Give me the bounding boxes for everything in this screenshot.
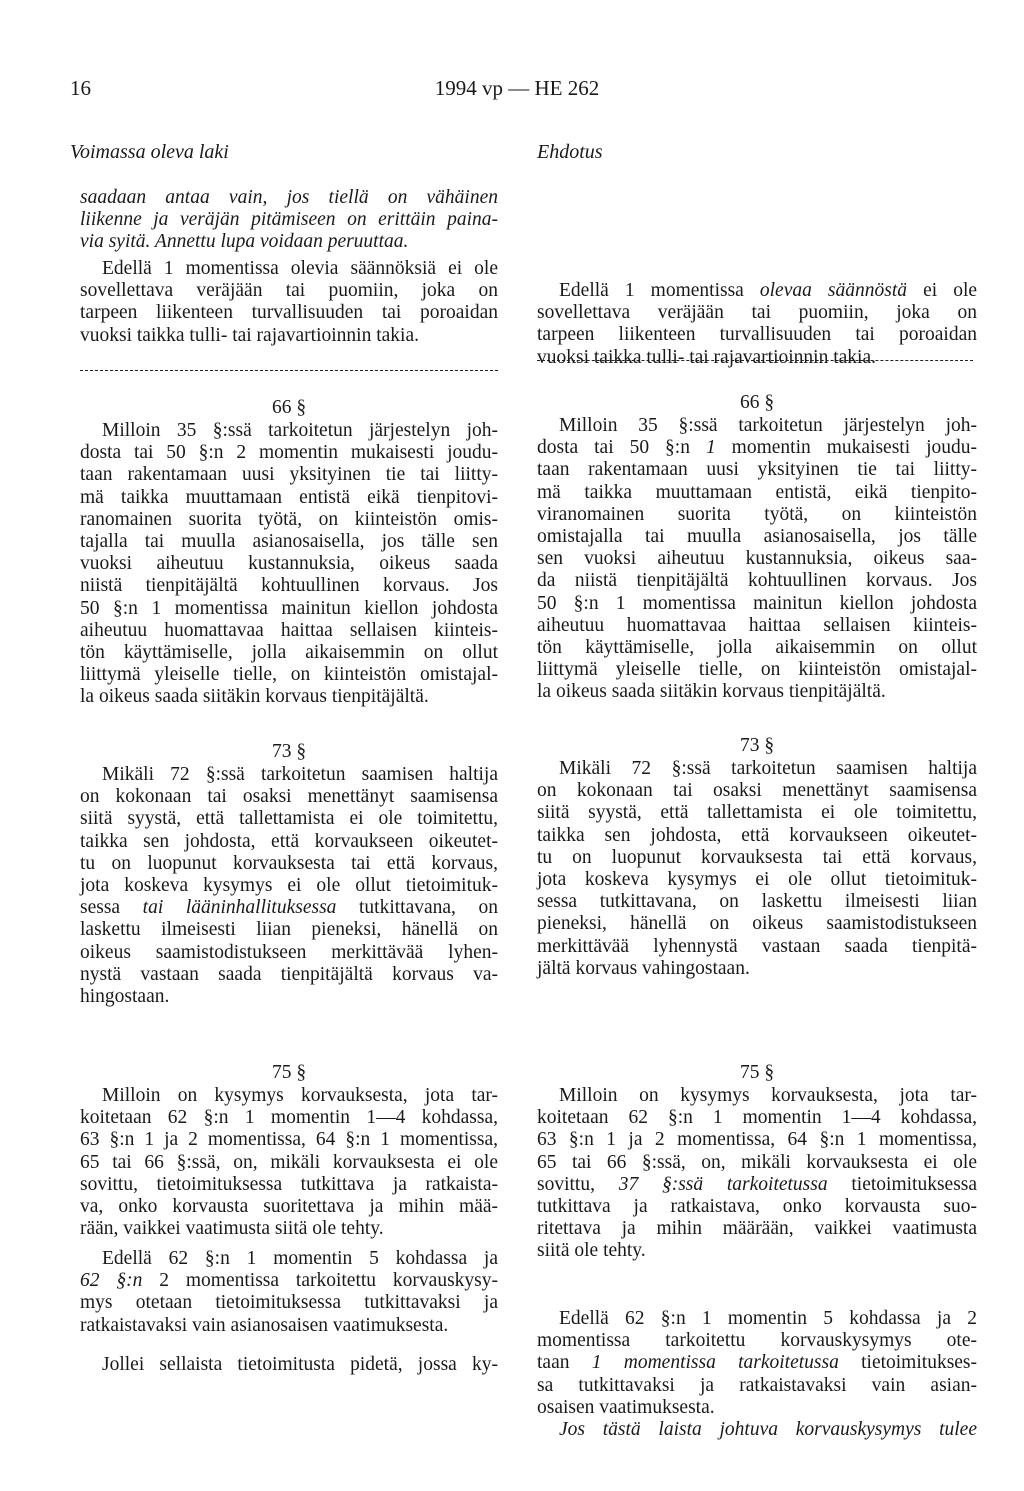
section-73-text xyxy=(80,764,498,1008)
section-75-title: 75 § xyxy=(739,1062,775,1083)
text-line: jältä korvaus vahingostaan. xyxy=(537,957,750,979)
text-line xyxy=(537,280,977,302)
text-line: sovellettava veräjään tai puomiin, joka on xyxy=(537,302,977,324)
text-line: siitä syystä, että tallettamista ei ole toimitettu, xyxy=(80,808,498,830)
section-75-paragraph-2 xyxy=(80,1248,498,1337)
text-run: momentin mukaisesti joudu- xyxy=(731,437,978,459)
text-line: laskettu ilmeisesti liian pieneksi, hänellä on xyxy=(80,919,498,941)
text-line: tu on luopunut korvauksesta tai että korvaus, xyxy=(80,852,498,874)
text-line: tarpeen liikenteen turvallisuuden tai poroaidan xyxy=(537,324,977,346)
text-run: Edellä 1 momentissa xyxy=(559,280,744,301)
section-73-text xyxy=(537,758,977,980)
text-line xyxy=(537,1174,977,1196)
intro-paragraph xyxy=(80,258,498,347)
text-run: sessa xyxy=(80,897,121,919)
text-line: tön käyttämiselle, jolla aikaisemmin on ollut xyxy=(80,642,498,664)
text-line: Mikäli 72 §:ssä tarkoitetun saamisen haltija xyxy=(102,764,498,785)
text-line: ritettava ja mihin määrään, vaikkei vaatimusta xyxy=(537,1218,977,1240)
text-line: 63 §:n 1 ja 2 momentissa, 64 §:n 1 momentissa, xyxy=(80,1129,498,1151)
text-line: jota koskeva kysymys ei ole ollut tietoimituk- xyxy=(537,869,977,891)
text-line xyxy=(80,897,498,919)
text-line: on kokonaan tai osaksi menettänyt saamisensa xyxy=(537,780,977,802)
text-line: siitä ole tehty. xyxy=(537,1240,646,1262)
text-line: Milloin on kysymys korvauksesta, jota tar- xyxy=(559,1085,977,1106)
text-line xyxy=(537,437,977,459)
text-line: ratkaistavaksi vain asianosaisen vaatimuksesta. xyxy=(80,1314,449,1336)
text-line: tarpeen liikenteen turvallisuuden tai poroaidan xyxy=(80,302,498,324)
text-line: 65 tai 66 §:ssä, on, mikäli korvauksesta ei ole xyxy=(537,1151,977,1173)
text-run: dosta tai 50 §:n xyxy=(537,437,690,459)
text-line: ranomainen suorita työtä, on kiinteistön omis- xyxy=(80,508,498,530)
text-line: sovellettava veräjään tai puomiin, joka on xyxy=(80,280,498,302)
text-line: sen vuoksi aiheutuu kustannuksia, oikeus saa- xyxy=(537,548,977,570)
text-line xyxy=(80,1270,498,1292)
text-line: siitä syystä, että tallettamista ei ole toimitettu, xyxy=(537,802,977,824)
text-line: koitetaan 62 §:n 1 momentin 1—4 kohdassa, xyxy=(537,1107,977,1129)
text-line: tu on luopunut korvauksesta tai että korvaus, xyxy=(537,846,977,868)
section-73-title: 73 § xyxy=(739,735,775,756)
text-line: momentissa tarkoitettu korvauskysymys ote- xyxy=(537,1330,977,1352)
text-line: on kokonaan tai osaksi menettänyt saamisensa xyxy=(80,786,498,808)
section-75-title: 75 § xyxy=(271,1062,307,1083)
section-75-paragraph-2 xyxy=(537,1308,977,1419)
text-line: 50 §:n 1 momentissa mainitun kiellon johdosta xyxy=(80,597,498,619)
text-run: tutkittavana, on xyxy=(358,897,498,919)
intro-italic-paragraph xyxy=(80,187,498,254)
text-line: taikka sen johdosta, että korvaukseen oikeutet- xyxy=(537,824,977,846)
text-line: omistajalla tai muulla asianosaisella, jos tälle xyxy=(537,526,977,548)
text-run: 1 xyxy=(705,437,716,459)
text-line: Edellä 62 §:n 1 momentin 5 kohdassa ja xyxy=(102,1248,498,1269)
text-line: koitetaan 62 §:n 1 momentin 1—4 kohdassa, xyxy=(80,1107,498,1129)
text-run: 1 momentissa tarkoitetussa xyxy=(591,1352,839,1374)
omission-divider xyxy=(80,370,498,371)
text-line: viranomainen suorita työtä, on kiinteistön xyxy=(537,503,977,525)
text-line: sovittu, tietoimituksessa tutkittava ja ratkaista- xyxy=(80,1173,498,1195)
document-id: 1994 vp — HE 262 xyxy=(434,76,600,100)
text-line: taikka sen johdosta, että korvaukseen oikeutet- xyxy=(80,830,498,852)
text-line: dosta tai 50 §:n 2 momentin mukaisesti joudu- xyxy=(80,442,498,464)
text-line: osaisen vaatimuksesta. xyxy=(537,1396,715,1418)
text-line xyxy=(537,1352,977,1374)
text-line: merkittävää lyhennystä vastaan saada tienpitä- xyxy=(537,935,977,957)
text-line: tutkittava ja ratkaistava, onko korvausta suo- xyxy=(537,1196,977,1218)
text-line: nystä vastaan saada tienpitäjältä korvaus va- xyxy=(80,963,498,985)
text-line: tön käyttämiselle, jolla aikaisemmin on ollut xyxy=(537,637,977,659)
text-line: sa tutkittavaksi ja ratkaistavaksi vain asian- xyxy=(537,1374,977,1396)
text-line: vuoksi aiheutuu kustannuksia, oikeus saada xyxy=(80,553,498,575)
text-run: tietoimitukses- xyxy=(861,1352,978,1374)
text-line: tajalla tai muulla asianosaisella, jos tälle sen xyxy=(80,531,498,553)
text-line: pieneksi, hänellä on oikeus saamistodistukseen xyxy=(537,913,977,935)
text-line: via syitä. Annettu lupa voidaan peruuttaa. xyxy=(80,231,409,253)
text-line: Milloin on kysymys korvauksesta, jota tar- xyxy=(102,1085,498,1106)
text-line: Jollei sellaista tietoimitusta pidetä, jossa ky- xyxy=(102,1354,498,1375)
text-line: aiheutuu huomattavaa haittaa sellaisen kiinteis- xyxy=(537,614,977,636)
text-line: la oikeus saada siitäkin korvaus tienpitäjältä. xyxy=(80,686,429,708)
text-line: saadaan antaa vain, jos tiellä on vähäinen xyxy=(80,187,498,208)
section-73-title: 73 § xyxy=(271,741,307,762)
text-run: olevaa säännöstä xyxy=(759,280,908,301)
text-line: niistä tienpitäjältä kohtuullinen korvaus. Jos xyxy=(80,575,498,597)
text-run: 62 §:n xyxy=(80,1270,143,1292)
text-line: da niistä tienpitäjältä kohtuullinen korvaus. Jos xyxy=(537,570,977,592)
section-75-paragraph-3 xyxy=(537,1419,977,1441)
text-line: liittymä yleiselle tielle, on kiinteistön omistajal- xyxy=(80,664,498,686)
text-run: 37 §:ssä tarkoitetussa xyxy=(618,1173,828,1195)
section-75-paragraph-1 xyxy=(537,1085,977,1263)
text-line: liikenne ja veräjän pitämiseen on erittäin paina- xyxy=(80,209,498,231)
text-line: jota koskeva kysymys ei ole ollut tietoimituk- xyxy=(80,875,498,897)
text-line: taan rakentamaan uusi yksityinen tie tai liitty- xyxy=(537,459,977,481)
text-line: Edellä 62 §:n 1 momentin 5 kohdassa ja 2 xyxy=(559,1308,977,1329)
page-number: 16 xyxy=(70,76,91,100)
section-66-title: 66 § xyxy=(739,392,775,413)
current-law-heading: Voimassa oleva laki xyxy=(70,141,229,163)
text-line: vuoksi taikka tulli- tai rajavartioinnin takia. xyxy=(537,346,876,368)
text-line: 50 §:n 1 momentissa mainitun kiellon johdosta xyxy=(537,592,977,614)
text-line: la oikeus saada siitäkin korvaus tienpitäjältä. xyxy=(537,681,886,703)
text-line: taan rakentamaan uusi yksityinen tie tai liitty- xyxy=(80,464,498,486)
section-75-paragraph-1 xyxy=(80,1085,498,1240)
text-line: va, onko korvausta suoritettava ja mihin mää- xyxy=(80,1196,498,1218)
section-66-text xyxy=(537,415,977,704)
text-line: Jos tästä laista johtuva korvauskysymys tulee xyxy=(559,1419,977,1440)
text-line: Edellä 1 momentissa olevia säännöksiä ei ole xyxy=(102,258,498,279)
text-line: Milloin 35 §:ssä tarkoitetun järjestelyn joh- xyxy=(559,415,977,436)
intro-paragraph xyxy=(537,280,977,369)
text-line: vuoksi taikka tulli- tai rajavartioinnin takia. xyxy=(80,324,419,346)
text-line: Mikäli 72 §:ssä tarkoitetun saamisen haltija xyxy=(559,758,977,779)
text-line: liittymä yleiselle tielle, on kiinteistön omistajal- xyxy=(537,659,977,681)
page-header xyxy=(70,76,964,106)
text-line: mys otetaan tietoimituksessa tutkittavaksi ja xyxy=(80,1292,498,1314)
section-75-paragraph-3 xyxy=(80,1354,498,1376)
text-line: mä taikka muuttamaan entistä eikä tienpitovi- xyxy=(80,486,498,508)
text-line: sessa tutkittavana, on laskettu ilmeisesti liian xyxy=(537,891,977,913)
text-run: sovittu, xyxy=(537,1173,595,1195)
text-line: hingostaan. xyxy=(80,986,170,1008)
omission-divider xyxy=(537,360,973,361)
text-line: 63 §:n 1 ja 2 momentissa, 64 §:n 1 momentissa, xyxy=(537,1129,977,1151)
text-line: mä taikka muuttamaan entistä, eikä tienpito- xyxy=(537,481,977,503)
text-run: ei ole xyxy=(923,280,978,301)
text-run: taan xyxy=(537,1352,570,1374)
section-66-text xyxy=(80,420,498,709)
text-line: Milloin 35 §:ssä tarkoitetun järjestelyn joh- xyxy=(102,420,498,441)
text-line: 65 tai 66 §:ssä, on, mikäli korvauksesta ei ole xyxy=(80,1151,498,1173)
proposal-heading: Ehdotus xyxy=(537,141,603,163)
text-line: rään, vaikkei vaatimusta siitä ole tehty. xyxy=(80,1218,384,1240)
text-run: tai lääninhallituksessa xyxy=(142,897,337,919)
text-line: oikeus saamistodistukseen merkittävää lyhen- xyxy=(80,941,498,963)
text-run: tietoimituksessa xyxy=(851,1173,978,1195)
text-run: 2 momentissa tarkoitettu korvauskysy- xyxy=(159,1270,498,1292)
section-66-title: 66 § xyxy=(271,397,307,418)
text-line: aiheutuu huomattavaa haittaa sellaisen kiinteis- xyxy=(80,619,498,641)
